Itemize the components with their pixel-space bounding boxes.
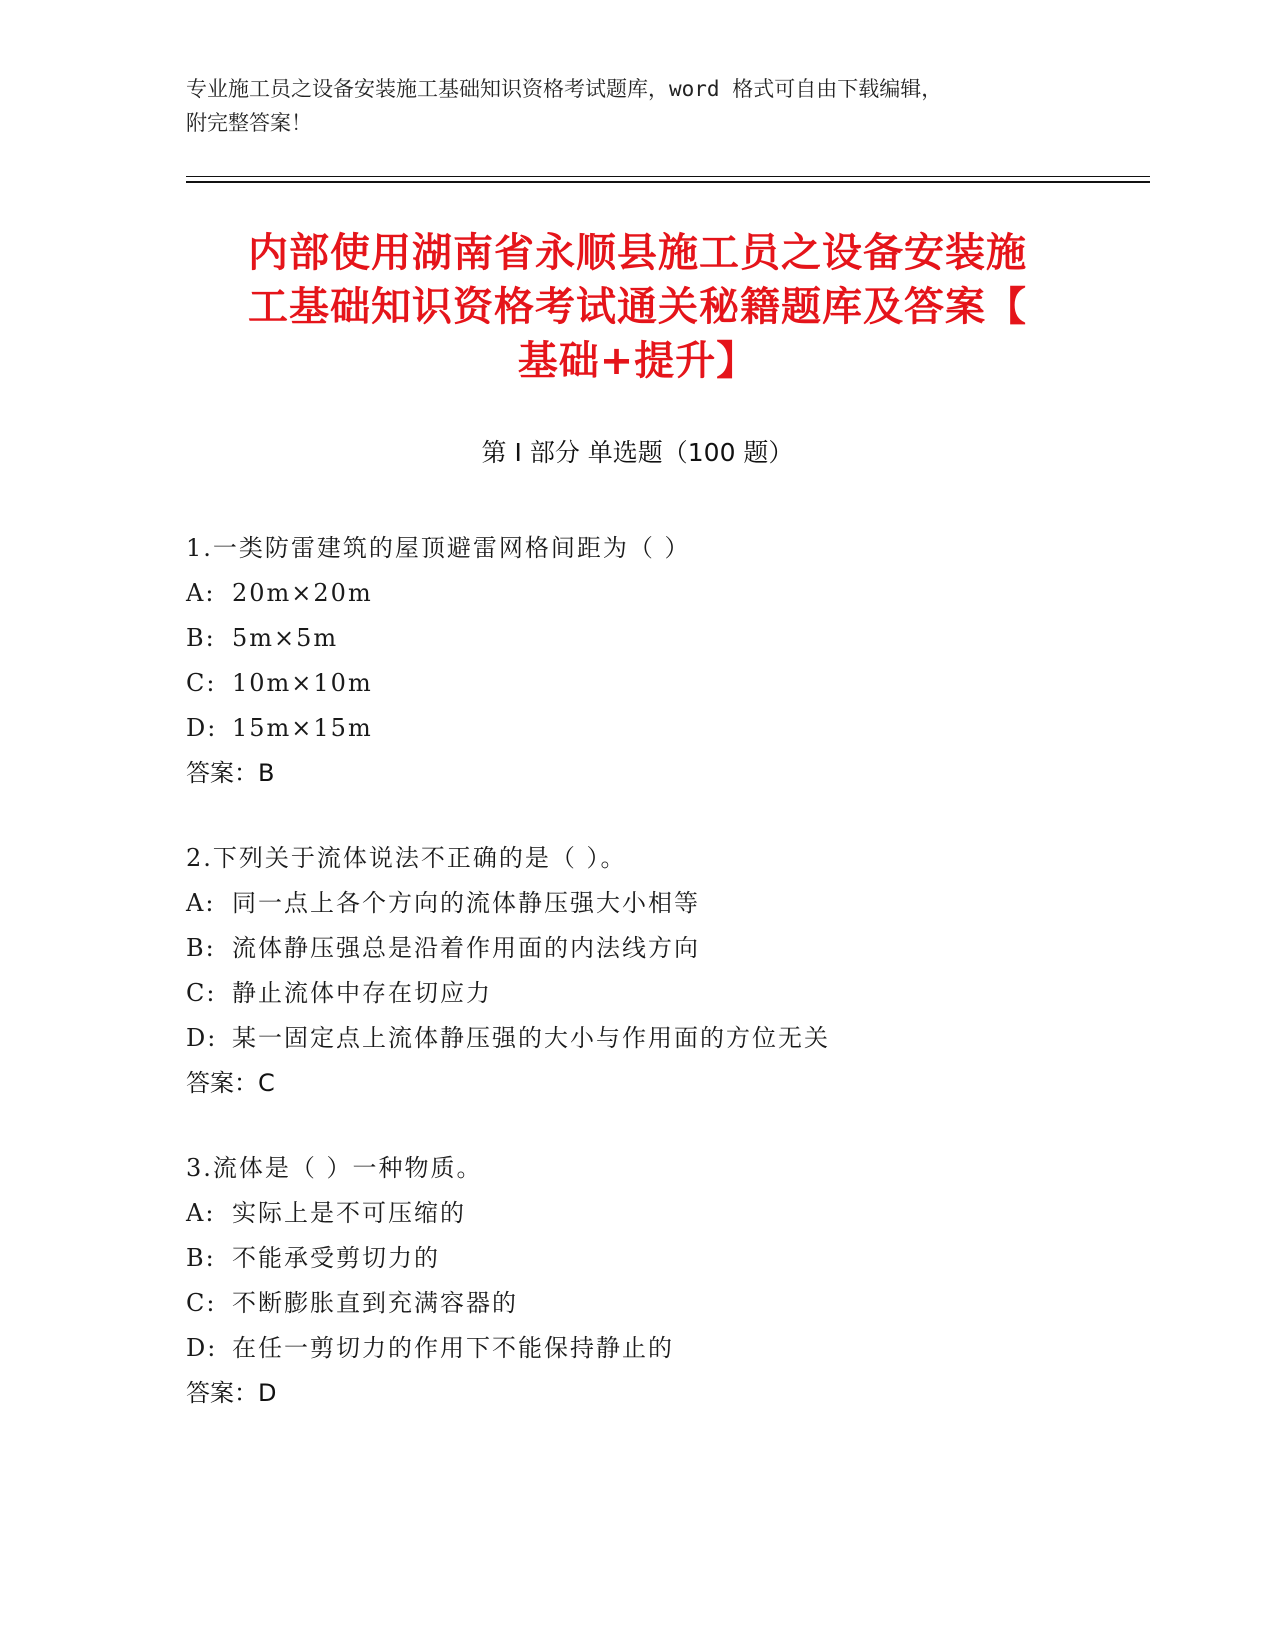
option-text: 在任一剪切力的作用下不能保持静止的	[232, 1334, 674, 1362]
header-note-line: 专业施工员之设备安装施工基础知识资格考试题库，word 格式可自由下载编辑，	[186, 77, 943, 101]
option-text: 5m×5m	[232, 624, 339, 652]
question-option	[186, 661, 1146, 706]
option-letter: A:	[186, 1199, 216, 1227]
question-option	[186, 881, 1146, 926]
option-letter: D:	[186, 1334, 218, 1362]
option-text: 同一点上各个方向的流体静压强大小相等	[232, 889, 700, 917]
option-text: 某一固定点上流体静压强的大小与作用面的方位无关	[232, 1024, 830, 1052]
question-option	[186, 926, 1146, 971]
option-text: 实际上是不可压缩的	[232, 1199, 466, 1227]
option-letter: B:	[186, 934, 216, 962]
document-title-line: 工基础知识资格考试通关秘籍题库及答案【	[248, 284, 1027, 330]
question-option	[186, 1016, 1146, 1061]
option-letter: B:	[186, 624, 216, 652]
option-letter: C:	[186, 1289, 217, 1317]
question-answer: 答案：C	[186, 1069, 275, 1097]
option-letter: A:	[186, 579, 216, 607]
option-text: 流体静压强总是沿着作用面的内法线方向	[232, 934, 700, 962]
header-divider-thick	[186, 181, 1150, 183]
question-option	[186, 706, 1146, 751]
document-title-line: 基础+提升】	[517, 338, 758, 384]
document-title	[150, 226, 1125, 388]
option-letter: A:	[186, 889, 216, 917]
question-answer: 答案：D	[186, 1379, 277, 1407]
question-item	[186, 836, 1146, 1106]
option-letter: C:	[186, 669, 217, 697]
question-option	[186, 1236, 1146, 1281]
question-option	[186, 971, 1146, 1016]
header-divider-thin	[186, 176, 1150, 177]
question-option	[186, 571, 1146, 616]
option-text: 10m×10m	[232, 669, 373, 697]
question-option	[186, 1191, 1146, 1236]
option-letter: D:	[186, 1024, 218, 1052]
question-option	[186, 616, 1146, 661]
option-text: 不断膨胀直到充满容器的	[232, 1289, 518, 1317]
option-letter: B:	[186, 1244, 216, 1272]
question-stem: 2.下列关于流体说法不正确的是（ ）。	[186, 844, 627, 872]
question-answer: 答案：B	[186, 759, 275, 787]
question-option	[186, 1281, 1146, 1326]
header-note	[186, 72, 1086, 140]
question-item	[186, 1146, 1146, 1416]
header-note-line: 附完整答案！	[186, 111, 312, 135]
option-letter: D:	[186, 714, 218, 742]
option-text: 20m×20m	[232, 579, 373, 607]
question-stem: 3.流体是（ ）一种物质。	[186, 1154, 483, 1182]
option-letter: C:	[186, 979, 217, 1007]
question-stem: 1.一类防雷建筑的屋顶避雷网格间距为（ ）	[186, 534, 691, 562]
question-list	[186, 526, 1146, 1456]
document-title-line: 内部使用湖南省永顺县施工员之设备安装施	[248, 230, 1027, 276]
option-text: 不能承受剪切力的	[232, 1244, 440, 1272]
question-option	[186, 1326, 1146, 1371]
option-text: 静止流体中存在切应力	[232, 979, 492, 1007]
section-heading: 第 I 部分 单选题（100 题）	[481, 438, 794, 467]
question-item	[186, 526, 1146, 796]
option-text: 15m×15m	[232, 714, 373, 742]
